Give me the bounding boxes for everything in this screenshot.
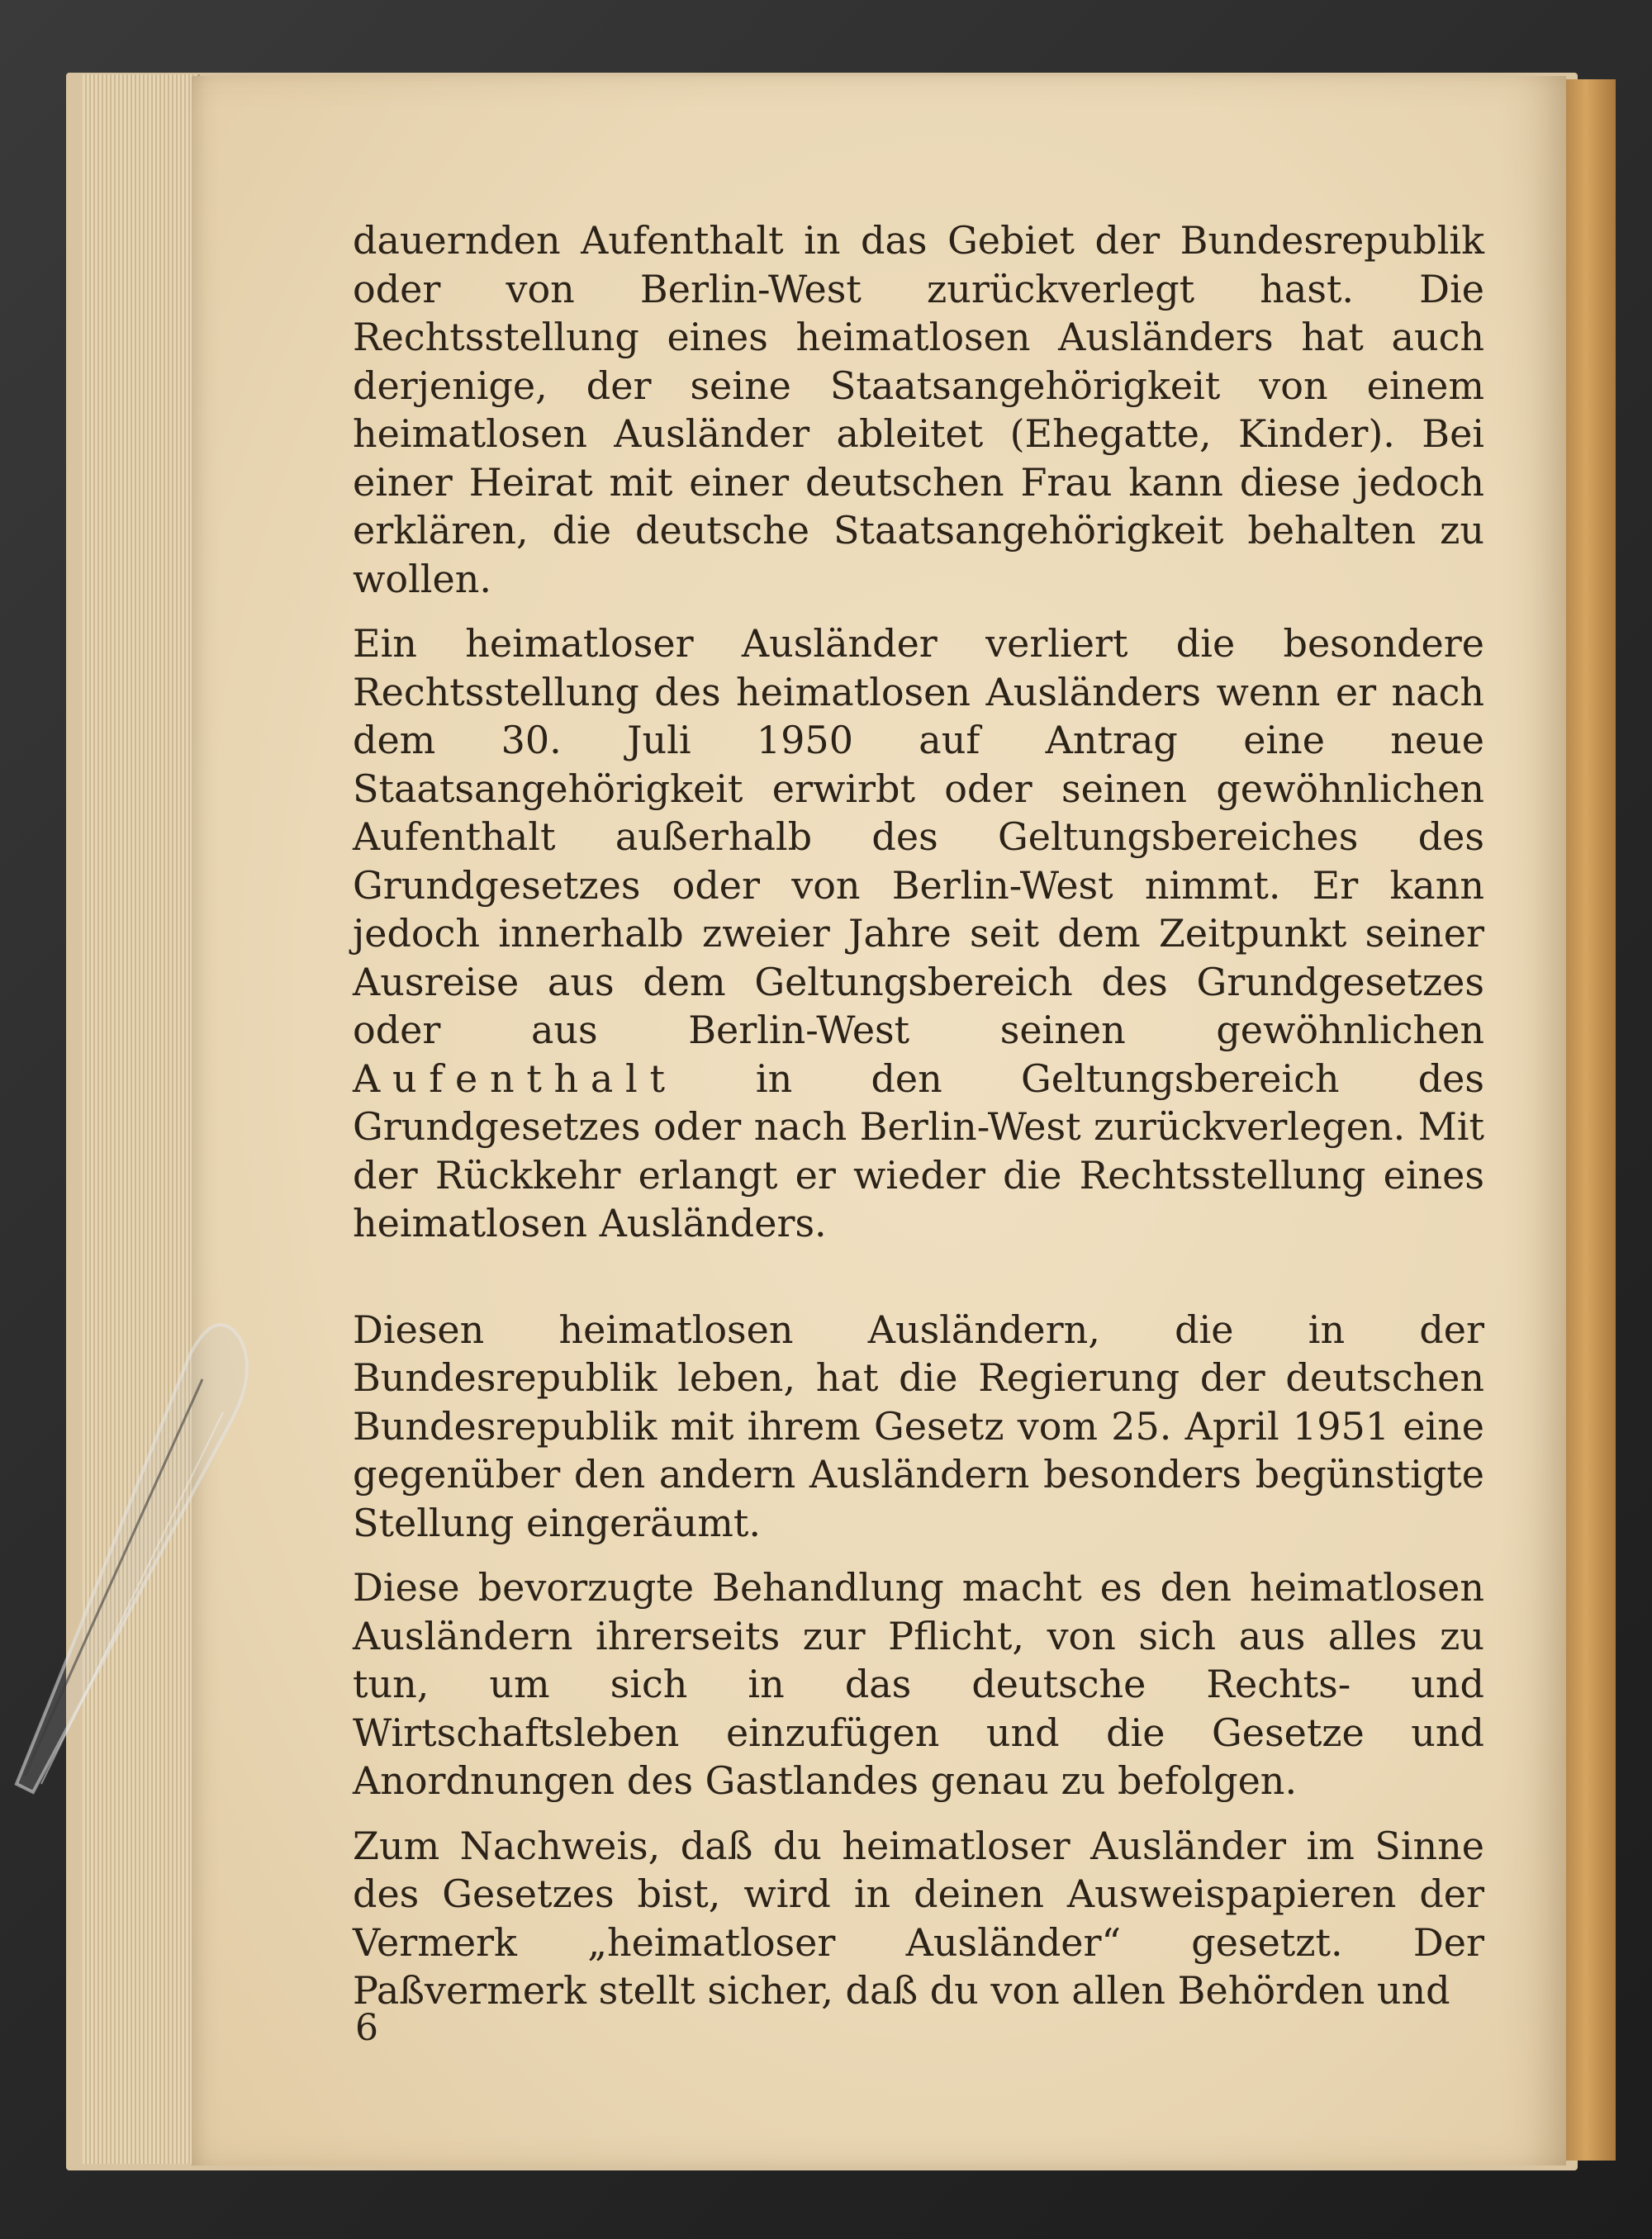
- paragraph-1: dauernden Aufenthalt in das Gebiet der Bundesrepublik oder von Berlin-West zurückverlegt hast. Die Rechtsstellung eines heimatlosen Ausländers hat auch derjenige, der seine Staatsangehörigkeit von einem heimatlosen Ausländer ableitet (Ehegatte, Kinder). Bei einer Heirat mit einer deutschen Frau kann diese jedoch erklären, die deutsche Staatsangehörigkeit behalten zu wollen.: [353, 218, 1484, 601]
- page-text: [353, 216, 1484, 2032]
- paragraph-4: Diese bevorzugte Behandlung macht es den heimatlosen Ausländern ihrerseits zur Pflicht, von sich aus alles zu tun, um sich in das deutsche Rechts- und Wirtschaftsleben einzufügen und die Gesetze und Anordnungen des Gastlandes genau zu befolgen.: [353, 1565, 1484, 1803]
- paragraph-2-start: Ein heimatloser Ausländer verliert die besondere Rechtsstellung des heimatlosen Ausländers wenn er nach dem 30. Juli 1950 auf Antrag eine neue Staatsangehörigkeit erwirbt oder seinen gewöhnlichen Aufenthalt außerhalb des Geltungsbereiches des Grundgesetzes oder von Berlin-West nimmt. Er kann jedoch innerhalb zweier Jahre seit dem Zeitpunkt seiner Ausreise aus dem Geltungsbereich des Grundgesetzes oder aus Berlin-West seinen gewöhnlichen: [353, 621, 1484, 1052]
- page-edges-stack: [83, 74, 200, 2164]
- page-number: 6: [355, 2007, 378, 2049]
- paragraph-2-spaced-word: Aufenthalt: [353, 1055, 677, 1101]
- paragraph-3: Diesen heimatlosen Ausländern, die in der Bundesrepublik leben, hat die Regierung der deutschen Bundesrepublik mit ihrem Gesetz vom 25. April 1951 eine gegenüber den andern Ausländern besonders begünstigte Stellung eingeräumt.: [353, 1307, 1484, 1545]
- facing-page-edge: [1566, 79, 1616, 2161]
- bookmark-pin-icon: [0, 1288, 281, 1800]
- paragraph-5: Zum Nachweis, daß du heimatloser Ausländer im Sinne des Gesetzes bist, wird in deinen Ausweispapieren der Vermerk „heimatloser Ausländer“ gesetzt. Der Paßvermerk stellt sicher, daß du von allen Behörden und: [353, 1823, 1484, 2013]
- paragraph-2-end: in den Geltungsbereich des Grundgesetzes oder nach Berlin-West zurückverlegen. Mit der Rückkehr erlangt er wieder die Rechtsstellung eines heimatlosen Ausländers.: [353, 1055, 1484, 1245]
- paragraph-2: [353, 619, 1484, 1248]
